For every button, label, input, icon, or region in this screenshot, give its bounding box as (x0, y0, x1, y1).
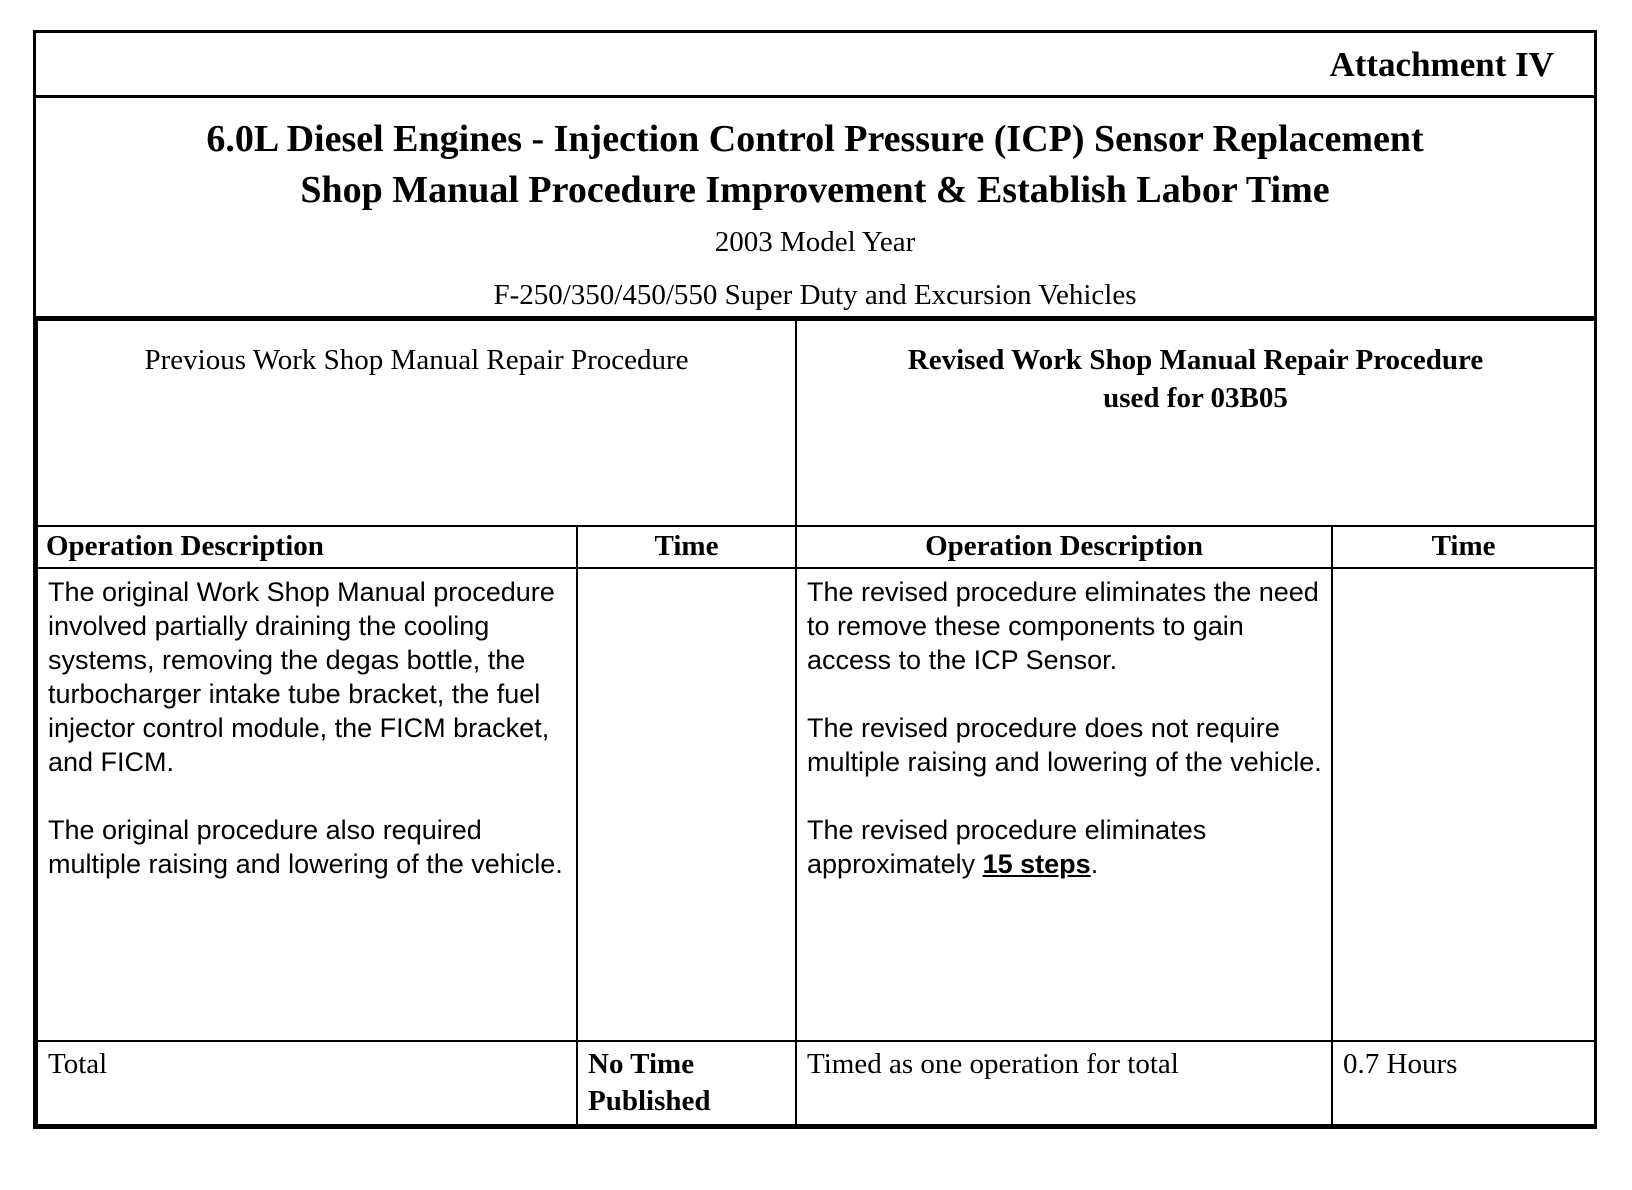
subtitle-vehicles: F-250/350/450/550 Super Duty and Excursion Vehicles (493, 279, 1137, 311)
revised-para3-suffix: . (1090, 849, 1099, 879)
total-revised-time: 0.7 Hours (1332, 1041, 1595, 1125)
document-title-line1: 6.0L Diesel Engines - Injection Control Pressure (ICP) Sensor Replacement (206, 118, 1424, 160)
col-header-operation-revised: Operation Description (796, 526, 1332, 568)
revised-time-cell (1332, 568, 1595, 1041)
col-header-time-revised: Time (1332, 526, 1595, 568)
total-previous-time: No Time Published (577, 1041, 796, 1125)
group-header-row (37, 320, 1595, 526)
total-row (37, 1041, 1595, 1125)
description-row (37, 568, 1595, 1041)
subtitle-model-year: 2003 Model Year (714, 226, 916, 258)
revised-para3-prefix: The revised procedure eliminates approximately (807, 815, 1207, 879)
procedure-comparison-table (36, 319, 1596, 1126)
column-header-row (37, 526, 1595, 568)
revised-operation-description (796, 568, 1332, 1041)
col-header-time-previous: Time (577, 526, 796, 568)
group-header-previous: Previous Work Shop Manual Repair Procedure (37, 320, 796, 526)
group-header-revised-line1: Revised Work Shop Manual Repair Procedure (907, 344, 1484, 376)
document-title-line2: Shop Manual Procedure Improvement & Establish Labor Time (300, 169, 1330, 211)
document-page (33, 30, 1597, 1129)
title-section (36, 98, 1594, 319)
total-revised-description: Timed as one operation for total (796, 1041, 1332, 1125)
previous-operation-description (37, 568, 577, 1041)
attachment-label: Attachment IV (36, 33, 1594, 98)
revised-description-para3 (807, 813, 1323, 881)
document-title (46, 114, 1584, 216)
revised-description-para2: The revised procedure does not require multiple raising and lowering of the vehicle. (807, 713, 1322, 777)
revised-description-para1: The revised procedure eliminates the need to remove these components to gain access to the ICP Sensor. (807, 577, 1319, 675)
total-label: Total (37, 1041, 577, 1125)
previous-description-para1: The original Work Shop Manual procedure involved partially draining the cooling systems, removing the degas bottle, the turbocharger intake tube bracket, the fuel injector control module, the FICM bracket, and FICM. (48, 577, 555, 777)
previous-time-cell (577, 568, 796, 1041)
group-header-revised-line2: used for 03B05 (1103, 382, 1288, 414)
revised-para3-emphasis: 15 steps (982, 849, 1091, 879)
col-header-operation-previous: Operation Description (37, 526, 577, 568)
previous-description-para2: The original procedure also required multiple raising and lowering of the vehicle. (48, 815, 563, 879)
group-header-revised (796, 320, 1595, 526)
